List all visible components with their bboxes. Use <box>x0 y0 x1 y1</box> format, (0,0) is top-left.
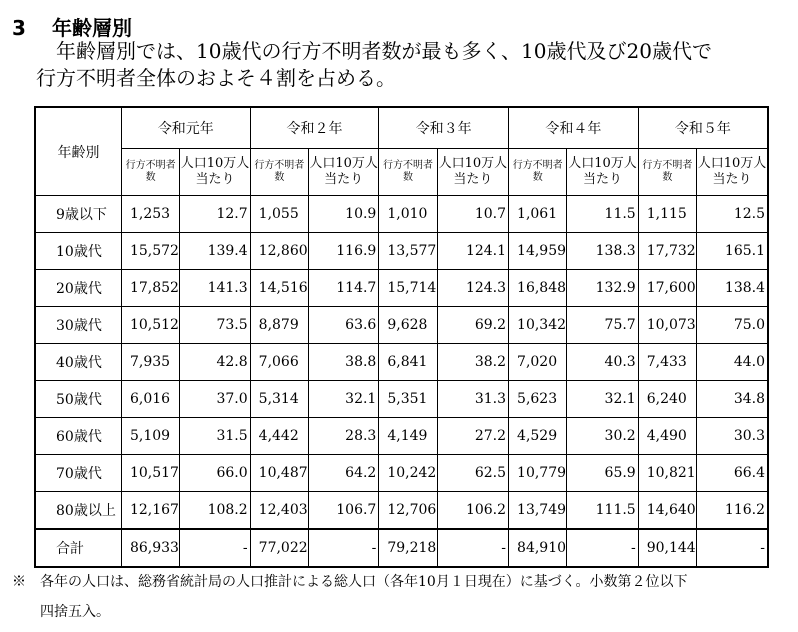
table-row <box>35 270 768 307</box>
footnote: ※ 各年の人口は、総務省統計局の人口推計による総人口（各年10月１日現在）に基づく。小数第２位以下 <box>12 574 688 590</box>
rate-cell: - <box>567 529 638 567</box>
rate-cell: 106.2 <box>437 492 508 530</box>
missing-count-cell: 1,010 <box>379 196 437 233</box>
missing-count-header <box>509 149 567 196</box>
age-group-label: 40歳代 <box>35 344 121 381</box>
missing-count-cell: 5,109 <box>121 418 179 455</box>
rate-header-line-1: 人口10万人 <box>697 156 767 171</box>
intro-line-1: 年齢層別では、10歳代の行方不明者数が最も多く、10歳代及び20歳代で <box>56 39 712 63</box>
rate-cell: 32.1 <box>567 381 638 418</box>
rate-cell: 30.2 <box>567 418 638 455</box>
missing-count-cell: 4,149 <box>379 418 437 455</box>
missing-count-cell: 10,779 <box>509 455 567 492</box>
missing-count-header <box>250 149 308 196</box>
rate-cell: 75.7 <box>567 307 638 344</box>
missing-count-header-label: 行方不明者数 <box>254 160 305 183</box>
missing-count-cell: 77,022 <box>250 529 308 567</box>
missing-count-cell: 10,242 <box>379 455 437 492</box>
table-row <box>35 344 768 381</box>
missing-count-header <box>379 149 437 196</box>
rate-cell: 66.4 <box>697 455 768 492</box>
missing-count-cell: 17,852 <box>121 270 179 307</box>
missing-count-cell: 7,433 <box>638 344 696 381</box>
footnote-continued: 四捨五入。 <box>40 604 110 620</box>
missing-count-cell: 10,512 <box>121 307 179 344</box>
rate-cell: 141.3 <box>180 270 250 307</box>
table-row <box>35 381 768 418</box>
missing-count-cell: 4,490 <box>638 418 696 455</box>
missing-count-cell: 9,628 <box>379 307 437 344</box>
missing-count-cell: 10,517 <box>121 455 179 492</box>
missing-count-header-label: 行方不明者数 <box>125 160 176 183</box>
rate-cell: 116.2 <box>697 492 768 530</box>
rate-cell: 11.5 <box>567 196 638 233</box>
intro-paragraph <box>36 38 796 92</box>
rate-per-100k-header <box>437 149 508 196</box>
missing-count-cell: 12,860 <box>250 233 308 270</box>
missing-count-cell: 79,218 <box>379 529 437 567</box>
rate-header-line-1: 人口10万人 <box>568 156 637 171</box>
missing-count-header <box>638 149 696 196</box>
missing-count-cell: 84,910 <box>509 529 567 567</box>
section-heading <box>12 12 132 41</box>
rate-cell: - <box>308 529 378 567</box>
rate-cell: - <box>437 529 508 567</box>
missing-count-cell: 4,442 <box>250 418 308 455</box>
intro-line-2: 行方不明者全体のおよそ４割を占める。 <box>36 66 396 90</box>
rate-header-line-2: 当たり <box>195 172 235 187</box>
rate-header-line-1: 人口10万人 <box>180 156 250 171</box>
missing-count-cell: 7,935 <box>121 344 179 381</box>
rate-cell: 34.8 <box>697 381 768 418</box>
missing-count-cell: 16,848 <box>509 270 567 307</box>
rate-cell: 75.0 <box>697 307 768 344</box>
missing-count-cell: 90,144 <box>638 529 696 567</box>
rate-cell: 108.2 <box>180 492 250 530</box>
missing-count-cell: 6,841 <box>379 344 437 381</box>
missing-count-cell: 5,623 <box>509 381 567 418</box>
missing-count-cell: 12,706 <box>379 492 437 530</box>
missing-count-cell: 1,055 <box>250 196 308 233</box>
rate-cell: 138.4 <box>697 270 768 307</box>
missing-persons-by-age-table <box>34 106 769 568</box>
rate-header-line-2: 当たり <box>324 172 364 187</box>
missing-count-cell: 15,572 <box>121 233 179 270</box>
missing-count-cell: 1,253 <box>121 196 179 233</box>
age-group-label: 9歳以下 <box>35 196 121 233</box>
rate-cell: 132.9 <box>567 270 638 307</box>
rate-cell: 116.9 <box>308 233 378 270</box>
missing-count-cell: 7,066 <box>250 344 308 381</box>
age-group-label: 70歳代 <box>35 455 121 492</box>
age-column-header: 年齢別 <box>35 107 121 196</box>
missing-count-cell: 10,821 <box>638 455 696 492</box>
year-header: 令和３年 <box>379 107 509 149</box>
age-group-label: 50歳代 <box>35 381 121 418</box>
missing-count-cell: 17,732 <box>638 233 696 270</box>
rate-per-100k-header <box>308 149 378 196</box>
total-label: 合計 <box>35 529 121 567</box>
rate-cell: 27.2 <box>437 418 508 455</box>
year-header: 令和元年 <box>121 107 250 149</box>
missing-count-cell: 10,342 <box>509 307 567 344</box>
rate-cell: 37.0 <box>180 381 250 418</box>
age-group-label: 10歳代 <box>35 233 121 270</box>
section-title: 年齢層別 <box>52 16 132 40</box>
rate-cell: 10.7 <box>437 196 508 233</box>
missing-count-cell: 7,020 <box>509 344 567 381</box>
table-row <box>35 418 768 455</box>
rate-cell: 12.5 <box>697 196 768 233</box>
rate-per-100k-header <box>180 149 250 196</box>
missing-count-cell: 1,115 <box>638 196 696 233</box>
missing-count-cell: 12,167 <box>121 492 179 530</box>
rate-cell: 66.0 <box>180 455 250 492</box>
rate-cell: 111.5 <box>567 492 638 530</box>
age-group-label: 30歳代 <box>35 307 121 344</box>
rate-header-line-2: 当たり <box>712 172 752 187</box>
rate-cell: 44.0 <box>697 344 768 381</box>
year-header: 令和４年 <box>509 107 639 149</box>
missing-count-cell: 4,529 <box>509 418 567 455</box>
missing-count-cell: 14,959 <box>509 233 567 270</box>
missing-count-cell: 14,516 <box>250 270 308 307</box>
rate-cell: 165.1 <box>697 233 768 270</box>
total-row <box>35 529 768 567</box>
rate-cell: 124.1 <box>437 233 508 270</box>
rate-cell: 30.3 <box>697 418 768 455</box>
rate-cell: 31.5 <box>180 418 250 455</box>
missing-count-header-label: 行方不明者数 <box>512 160 563 183</box>
missing-count-cell: 17,600 <box>638 270 696 307</box>
rate-cell: 38.2 <box>437 344 508 381</box>
table-row <box>35 455 768 492</box>
missing-count-cell: 6,240 <box>638 381 696 418</box>
rate-cell: 65.9 <box>567 455 638 492</box>
age-group-label: 20歳代 <box>35 270 121 307</box>
age-group-label: 80歳以上 <box>35 492 121 530</box>
missing-count-cell: 86,933 <box>121 529 179 567</box>
table-row <box>35 233 768 270</box>
rate-cell: 42.8 <box>180 344 250 381</box>
rate-cell: 32.1 <box>308 381 378 418</box>
missing-count-cell: 1,061 <box>509 196 567 233</box>
table-row <box>35 307 768 344</box>
rate-per-100k-header <box>697 149 768 196</box>
rate-cell: 12.7 <box>180 196 250 233</box>
year-header: 令和２年 <box>250 107 379 149</box>
missing-count-cell: 14,640 <box>638 492 696 530</box>
rate-cell: - <box>180 529 250 567</box>
rate-per-100k-header <box>567 149 638 196</box>
missing-count-cell: 10,073 <box>638 307 696 344</box>
rate-header-line-2: 当たり <box>583 172 623 187</box>
missing-count-cell: 5,351 <box>379 381 437 418</box>
rate-header-line-1: 人口10万人 <box>438 156 508 171</box>
missing-count-header <box>121 149 179 196</box>
rate-cell: 31.3 <box>437 381 508 418</box>
section-number: 3 <box>12 16 26 40</box>
missing-count-header-label: 行方不明者数 <box>642 160 693 183</box>
missing-count-cell: 12,403 <box>250 492 308 530</box>
rate-cell: - <box>697 529 768 567</box>
missing-count-header-label: 行方不明者数 <box>383 160 433 183</box>
missing-count-cell: 13,577 <box>379 233 437 270</box>
rate-cell: 69.2 <box>437 307 508 344</box>
rate-cell: 38.8 <box>308 344 378 381</box>
rate-cell: 124.3 <box>437 270 508 307</box>
rate-header-line-2: 当たり <box>453 172 493 187</box>
rate-cell: 40.3 <box>567 344 638 381</box>
rate-cell: 114.7 <box>308 270 378 307</box>
missing-count-cell: 15,714 <box>379 270 437 307</box>
rate-header-line-1: 人口10万人 <box>309 156 378 171</box>
rate-cell: 10.9 <box>308 196 378 233</box>
age-group-label: 60歳代 <box>35 418 121 455</box>
rate-cell: 62.5 <box>437 455 508 492</box>
rate-cell: 73.5 <box>180 307 250 344</box>
missing-count-cell: 10,487 <box>250 455 308 492</box>
missing-count-cell: 8,879 <box>250 307 308 344</box>
missing-count-cell: 6,016 <box>121 381 179 418</box>
missing-count-cell: 5,314 <box>250 381 308 418</box>
rate-cell: 106.7 <box>308 492 378 530</box>
rate-cell: 63.6 <box>308 307 378 344</box>
rate-cell: 139.4 <box>180 233 250 270</box>
table-row <box>35 196 768 233</box>
table-row <box>35 492 768 530</box>
rate-cell: 138.3 <box>567 233 638 270</box>
rate-cell: 64.2 <box>308 455 378 492</box>
rate-cell: 28.3 <box>308 418 378 455</box>
year-header: 令和５年 <box>638 107 768 149</box>
missing-count-cell: 13,749 <box>509 492 567 530</box>
